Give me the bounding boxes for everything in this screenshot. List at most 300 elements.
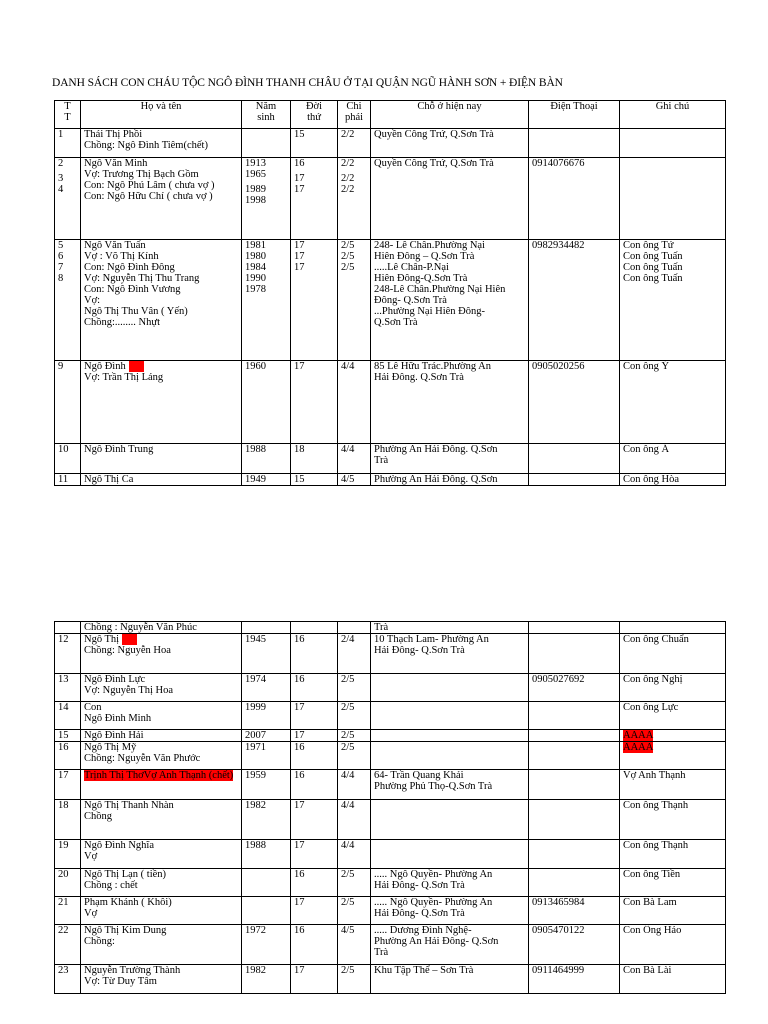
cell-text: 3 xyxy=(58,173,64,184)
cell-text: Vợ Anh Thạnh (chết) xyxy=(143,770,234,781)
cell-address xyxy=(371,158,529,240)
cell-branch xyxy=(338,869,371,897)
cell-tt xyxy=(55,742,81,770)
cell-text: Con Bà Lam xyxy=(623,897,677,908)
cell-name xyxy=(81,622,242,634)
cell-text: 15 xyxy=(294,474,305,485)
cell-phone xyxy=(529,770,620,800)
table-row xyxy=(55,129,726,158)
cell-branch xyxy=(338,770,371,800)
cell-tt xyxy=(55,897,81,925)
cell-note xyxy=(620,770,726,800)
table-row xyxy=(55,474,726,486)
cell-tt xyxy=(55,702,81,730)
cell-name xyxy=(81,925,242,965)
cell-text: 85 Lê Hữu Trác.Phường An xyxy=(374,361,491,372)
cell-note xyxy=(620,622,726,634)
cell-text: Trà xyxy=(374,622,389,633)
cell-branch xyxy=(338,622,371,634)
cell-tt xyxy=(55,622,81,634)
cell-note xyxy=(620,674,726,702)
cell-text: Ngô Đình Minh xyxy=(84,713,152,724)
cell-text: 15 xyxy=(58,730,69,741)
cell-text: Trà xyxy=(374,455,389,466)
cell-address xyxy=(371,702,529,730)
cell-address xyxy=(371,965,529,994)
table-row xyxy=(55,965,726,994)
cell-text: Phường An Hải Đông- Q.Sơn xyxy=(374,936,499,947)
cell-text: 2/5 xyxy=(341,702,355,713)
cell-text: Con ông Tuấn xyxy=(623,262,683,273)
cell-text: Con ông Tuấn xyxy=(623,273,683,284)
cell-text: Quyền Công Trứ, Q.Sơn Trà xyxy=(374,158,494,169)
cell-birth xyxy=(242,158,291,240)
cell-phone xyxy=(529,622,620,634)
cell-text: 16 xyxy=(294,869,305,880)
cell-text: 17 xyxy=(294,897,305,908)
cell-birth xyxy=(242,770,291,800)
cell-phone xyxy=(529,800,620,840)
cell-note xyxy=(620,444,726,474)
cell-address xyxy=(371,674,529,702)
cell-text: 17 xyxy=(294,251,305,262)
cell-text: 6 xyxy=(58,251,64,262)
cell-text: Ngô Thị Kim Dung xyxy=(84,925,167,936)
cell-tt xyxy=(55,634,81,674)
cell-branch xyxy=(338,129,371,158)
cell-tt xyxy=(55,770,81,800)
cell-note xyxy=(620,129,726,158)
cell-address xyxy=(371,730,529,742)
cell-name xyxy=(81,770,242,800)
cell-address xyxy=(371,240,529,361)
cell-birth xyxy=(242,730,291,742)
cell-text: 4/5 xyxy=(341,474,355,485)
cell-text: 2/2 xyxy=(341,158,355,169)
cell-text: 4/4 xyxy=(341,770,355,781)
cell-text: Khu Tập Thể – Sơn Trà xyxy=(374,965,474,976)
cell-text: 2/5 xyxy=(341,897,355,908)
cell-tt xyxy=(55,925,81,965)
cell-text: Hải Đông- Q.Sơn Trà xyxy=(374,880,465,891)
cell-text: Vợ xyxy=(84,851,98,862)
cell-text: Ngô Đình Trung xyxy=(84,444,154,455)
cell-branch xyxy=(338,158,371,240)
redaction-box xyxy=(122,634,137,645)
cell-text: 1988 xyxy=(245,444,266,455)
cell-text: 4/4 xyxy=(341,361,355,372)
cell-text: Ngô Thị Thanh Nhàn xyxy=(84,800,174,811)
cell-text: Ngô Thị xyxy=(84,634,120,645)
cell-text: .....Lê Chân-P.Nại xyxy=(374,262,449,273)
cell-name xyxy=(81,840,242,869)
cell-text: 23 xyxy=(58,965,69,976)
cell-text: Con ông Hòa xyxy=(623,474,679,485)
cell-text: 17 xyxy=(294,965,305,976)
cell-gen xyxy=(291,474,338,486)
cell-text: 17 xyxy=(294,184,305,195)
cell-address xyxy=(371,474,529,486)
cell-birth xyxy=(242,674,291,702)
cell-text: 2/5 xyxy=(341,262,355,273)
cell-text: 1974 xyxy=(245,674,266,685)
cell-birth xyxy=(242,361,291,444)
cell-text: 4/4 xyxy=(341,444,355,455)
cell-text: 16 xyxy=(294,158,305,169)
cell-branch xyxy=(338,702,371,730)
cell-birth xyxy=(242,129,291,158)
cell-birth xyxy=(242,742,291,770)
cell-text: 4/4 xyxy=(341,840,355,851)
cell-tt xyxy=(55,240,81,361)
cell-text: Vợ: Nguyễn Thị Hoa xyxy=(84,685,174,696)
cell-address xyxy=(371,361,529,444)
cell-tt xyxy=(55,474,81,486)
cell-text: Chồng : Nguyễn Văn Phúc xyxy=(84,622,197,633)
cell-text: 18 xyxy=(294,444,305,455)
cell-text: 17 xyxy=(294,702,305,713)
cell-text: Con: Ngô Đình Đông xyxy=(84,262,175,273)
cell-text: 2/5 xyxy=(341,730,355,741)
cell-tt xyxy=(55,361,81,444)
cell-phone xyxy=(529,474,620,486)
cell-birth xyxy=(242,869,291,897)
cell-text: 1960 xyxy=(245,361,266,372)
cell-text: 2/5 xyxy=(341,965,355,976)
cell-text: 2/5 xyxy=(341,869,355,880)
cell-note xyxy=(620,158,726,240)
cell-note xyxy=(620,869,726,897)
cell-address xyxy=(371,770,529,800)
cell-phone xyxy=(529,742,620,770)
cell-text: 4 xyxy=(58,184,64,195)
cell-text: 16 xyxy=(294,674,305,685)
cell-text: Vợ Anh Thạnh xyxy=(623,770,686,781)
cell-gen xyxy=(291,897,338,925)
cell-text: Nguyễn Trường Thành xyxy=(84,965,181,976)
cell-text: 1988 xyxy=(245,840,266,851)
cell-birth xyxy=(242,474,291,486)
cell-branch xyxy=(338,897,371,925)
cell-text: 2/4 xyxy=(341,634,355,645)
cell-address xyxy=(371,925,529,965)
cell-note xyxy=(620,897,726,925)
header-note: Ghi chú xyxy=(620,101,726,129)
cell-text: 18 xyxy=(58,800,69,811)
cell-text: 17 xyxy=(294,840,305,851)
cell-text: 0982934482 xyxy=(532,240,585,251)
cell-text: Hải Đông. Q.Sơn Trà xyxy=(374,372,464,383)
cell-text: Vợ xyxy=(84,908,98,919)
cell-name xyxy=(81,730,242,742)
cell-text: 16 xyxy=(294,770,305,781)
cell-text: 11 xyxy=(58,474,69,485)
cell-text: Vợ: Trần Thị Láng xyxy=(84,372,164,383)
table-row xyxy=(55,840,726,869)
cell-phone xyxy=(529,634,620,674)
cell-text: 14 xyxy=(58,702,69,713)
cell-text: 2/5 xyxy=(341,240,355,251)
cell-text: Ngô Đình Nghĩa xyxy=(84,840,154,851)
cell-phone xyxy=(529,129,620,158)
cell-text: 17 xyxy=(294,361,305,372)
header-tt: T T xyxy=(55,101,81,129)
cell-tt xyxy=(55,129,81,158)
cell-text: ..... Ngô Quyền- Phường An xyxy=(374,869,493,880)
cell-text: Ngô Thị Ca xyxy=(84,474,134,485)
cell-text: Phường Phủ Thọ-Q.Sơn Trà xyxy=(374,781,493,792)
cell-tt xyxy=(55,840,81,869)
cell-address xyxy=(371,444,529,474)
cell-text: 0911464999 xyxy=(532,965,585,976)
table-row xyxy=(55,742,726,770)
table-row xyxy=(55,770,726,800)
cell-birth xyxy=(242,800,291,840)
cell-note xyxy=(620,742,726,770)
cell-text: Con ông Nghị xyxy=(623,674,683,685)
cell-name xyxy=(81,444,242,474)
cell-text: Con ông Lực xyxy=(623,702,679,713)
cell-gen xyxy=(291,965,338,994)
cell-text: 1982 xyxy=(245,965,266,976)
cell-gen xyxy=(291,770,338,800)
cell-text: 0914076676 xyxy=(532,158,585,169)
cell-name xyxy=(81,965,242,994)
cell-text: Hiên Đông – Q.Sơn Trà xyxy=(374,251,475,262)
cell-tt xyxy=(55,800,81,840)
cell-phone xyxy=(529,361,620,444)
cell-text: 1989 xyxy=(245,184,266,195)
table-row xyxy=(55,702,726,730)
cell-text: Ngô Đình xyxy=(84,361,126,372)
table-row xyxy=(55,800,726,840)
cell-phone xyxy=(529,925,620,965)
cell-address xyxy=(371,742,529,770)
cell-text: Phường An Hải Đông. Q.Sơn xyxy=(374,444,498,455)
cell-text: Con Bà Lài xyxy=(623,965,672,976)
cell-text: 7 xyxy=(58,262,64,273)
cell-text: 1980 xyxy=(245,251,266,262)
cell-name xyxy=(81,474,242,486)
cell-text: 4/4 xyxy=(341,800,355,811)
cell-branch xyxy=(338,444,371,474)
cell-text: Hải Đông- Q.Sơn Trà xyxy=(374,645,465,656)
cell-text: Phường An Hải Đông. Q.Sơn xyxy=(374,474,498,485)
cell-text: 1999 xyxy=(245,702,266,713)
cell-note xyxy=(620,634,726,674)
cell-phone xyxy=(529,444,620,474)
cell-text: Ngô Thị Lạn ( tiền) xyxy=(84,869,167,880)
cell-tt xyxy=(55,444,81,474)
cell-gen xyxy=(291,869,338,897)
cell-phone xyxy=(529,869,620,897)
cell-note xyxy=(620,730,726,742)
cell-gen xyxy=(291,800,338,840)
cell-name xyxy=(81,800,242,840)
cell-text: 1978 xyxy=(245,284,266,295)
cell-text: ..... Dương Đình Nghệ- xyxy=(374,925,472,936)
cell-address xyxy=(371,622,529,634)
cell-text: Con xyxy=(84,702,102,713)
cell-text: AAAA xyxy=(623,730,654,741)
table-row xyxy=(55,361,726,444)
cell-text: 1998 xyxy=(245,195,266,206)
cell-text: 5 xyxy=(58,240,64,251)
header-generation: Đời thứ xyxy=(291,101,338,129)
cell-text: Ngô Đình Hải xyxy=(84,730,144,741)
cell-birth xyxy=(242,240,291,361)
cell-note xyxy=(620,702,726,730)
cell-text: 0905470122 xyxy=(532,925,585,936)
cell-text: 1965 xyxy=(245,169,266,180)
cell-branch xyxy=(338,742,371,770)
cell-text: Chồng: xyxy=(84,936,115,947)
header-phone: Điện Thoại xyxy=(529,101,620,129)
cell-text: Ngô Văn Minh xyxy=(84,158,148,169)
cell-text: ...Phường Nại Hiên Đông- xyxy=(374,306,485,317)
cell-text: 17 xyxy=(294,173,305,184)
cell-gen xyxy=(291,240,338,361)
cell-text: 2/5 xyxy=(341,251,355,262)
cell-text: 1984 xyxy=(245,262,266,273)
cell-note xyxy=(620,800,726,840)
cell-text: Chồng: Nguyễn Văn Phước xyxy=(84,753,201,764)
table-row xyxy=(55,897,726,925)
header-name: Họ và tên xyxy=(81,101,242,129)
cell-text: Thái Thị Phồi xyxy=(84,129,143,140)
cell-text: 1990 xyxy=(245,273,266,284)
cell-birth xyxy=(242,444,291,474)
cell-branch xyxy=(338,474,371,486)
cell-text: Trà xyxy=(374,947,389,958)
cell-tt xyxy=(55,730,81,742)
cell-branch xyxy=(338,674,371,702)
cell-text: Vợ : Võ Thị Kính xyxy=(84,251,159,262)
cell-gen xyxy=(291,742,338,770)
cell-note xyxy=(620,840,726,869)
cell-text: Con ông Thạnh xyxy=(623,800,689,811)
cell-text: Con ông Tứ xyxy=(623,240,674,251)
cell-text: Ngô Thị Thu Vân ( Yến) xyxy=(84,306,188,317)
cell-birth xyxy=(242,634,291,674)
cell-text: Quyền Công Trứ, Q.Sơn Trà xyxy=(374,129,494,140)
cell-text: 64- Trần Quang Khải xyxy=(374,770,464,781)
cell-text: 1945 xyxy=(245,634,266,645)
cell-branch xyxy=(338,361,371,444)
cell-branch xyxy=(338,730,371,742)
cell-phone xyxy=(529,674,620,702)
cell-gen xyxy=(291,129,338,158)
cell-text: Hiên Đông-Q.Sơn Trà xyxy=(374,273,468,284)
cell-note xyxy=(620,474,726,486)
header-row xyxy=(55,101,726,129)
cell-text: 21 xyxy=(58,897,69,908)
cell-gen xyxy=(291,158,338,240)
cell-text: 2/5 xyxy=(341,742,355,753)
cell-text: 0905020256 xyxy=(532,361,585,372)
cell-phone xyxy=(529,702,620,730)
cell-name xyxy=(81,361,242,444)
cell-text: 17 xyxy=(58,770,69,781)
cell-text: 13 xyxy=(58,674,69,685)
cell-birth xyxy=(242,897,291,925)
table-row xyxy=(55,925,726,965)
table-row xyxy=(55,674,726,702)
cell-phone xyxy=(529,730,620,742)
cell-branch xyxy=(338,925,371,965)
cell-text: 12 xyxy=(58,634,69,645)
cell-address xyxy=(371,840,529,869)
cell-text: 10 Thạch Lam- Phường An xyxy=(374,634,489,645)
cell-branch xyxy=(338,240,371,361)
cell-text: Con: Ngô Phú Lâm ( chưa vợ ) xyxy=(84,180,215,191)
cell-text: 9 xyxy=(58,361,64,372)
cell-phone xyxy=(529,965,620,994)
table-row xyxy=(55,240,726,361)
header-address: Chỗ ở hiện nay xyxy=(371,101,529,129)
cell-text: Con ông Ý xyxy=(623,361,670,372)
cell-address xyxy=(371,897,529,925)
cell-branch xyxy=(338,634,371,674)
cell-text: 10 xyxy=(58,444,69,455)
cell-note xyxy=(620,965,726,994)
cell-text: Đông- Q.Sơn Trà xyxy=(374,295,447,306)
cell-name xyxy=(81,158,242,240)
cell-tt xyxy=(55,869,81,897)
cell-birth xyxy=(242,925,291,965)
cell-text: 2 xyxy=(58,158,64,169)
cell-text: Chồng: Nguyễn Hoa xyxy=(84,645,171,656)
cell-text: 16 xyxy=(294,925,305,936)
cell-text: 1949 xyxy=(245,474,266,485)
cell-address xyxy=(371,800,529,840)
cell-phone xyxy=(529,158,620,240)
cell-text: 2007 xyxy=(245,730,266,741)
cell-name xyxy=(81,742,242,770)
family-table-page-2 xyxy=(54,621,726,994)
cell-text: 17 xyxy=(294,800,305,811)
cell-text: Vợ: xyxy=(84,295,101,306)
cell-text: 17 xyxy=(294,730,305,741)
cell-text: Ngô Thị Mỹ xyxy=(84,742,137,753)
cell-phone xyxy=(529,840,620,869)
cell-text: 16 xyxy=(294,742,305,753)
cell-text: Con ông Tiền xyxy=(623,869,681,880)
cell-branch xyxy=(338,965,371,994)
cell-text: 17 xyxy=(294,240,305,251)
cell-tt xyxy=(55,158,81,240)
table-row xyxy=(55,158,726,240)
redaction-box xyxy=(129,361,144,372)
cell-text: 19 xyxy=(58,840,69,851)
cell-gen xyxy=(291,925,338,965)
cell-text: Hải Đông- Q.Sơn Trà xyxy=(374,908,465,919)
table-row xyxy=(55,869,726,897)
cell-text: 16 xyxy=(58,742,69,753)
cell-text: Chồng : chết xyxy=(84,880,138,891)
cell-text: 1972 xyxy=(245,925,266,936)
cell-text: Con Ông Hảo xyxy=(623,925,682,936)
cell-text: 1 xyxy=(58,129,64,140)
cell-gen xyxy=(291,361,338,444)
cell-text: 17 xyxy=(294,262,305,273)
family-table-page-1 xyxy=(54,100,726,486)
cell-text: 20 xyxy=(58,869,69,880)
cell-text: AAAA xyxy=(623,742,654,753)
header-branch: Chi phái xyxy=(338,101,371,129)
cell-note xyxy=(620,925,726,965)
cell-birth xyxy=(242,702,291,730)
